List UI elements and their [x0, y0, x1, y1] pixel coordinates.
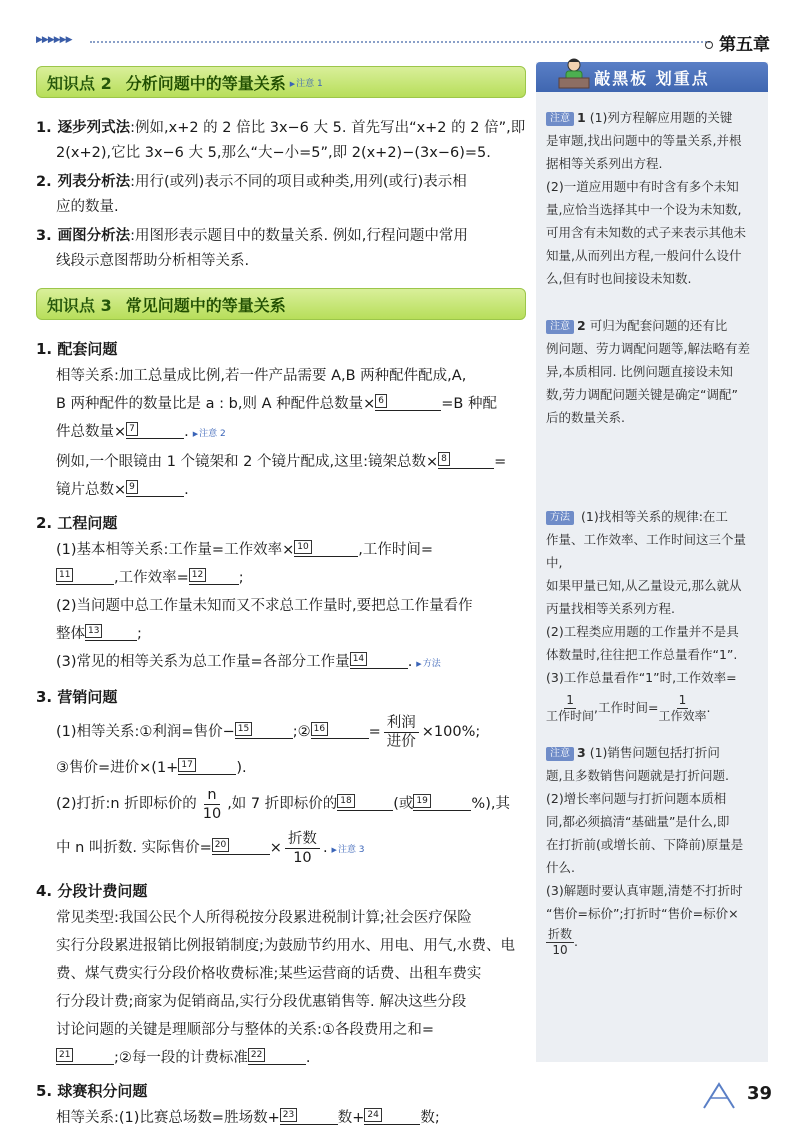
blank-9[interactable]: 9 — [126, 478, 184, 497]
kp3-s1-heading: 1. 配套问题 — [36, 340, 118, 358]
fraction-profit-cost: $\frac{\text{利润}}{\text{进价}}$ — [384, 714, 419, 751]
main-content — [36, 66, 526, 1132]
blank-6[interactable]: 6 — [375, 392, 441, 411]
blank-14[interactable]: 14 — [350, 650, 408, 669]
blank-21[interactable]: 21 — [56, 1046, 114, 1065]
blank-23[interactable]: 23 — [280, 1106, 338, 1125]
blank-11[interactable]: 11 — [56, 566, 114, 585]
blank-15[interactable]: 15 — [235, 720, 293, 739]
sidebar-title: 敲黑板 划重点 — [594, 68, 710, 88]
sidebar-header — [536, 62, 768, 92]
note-3: 注意 3 (1)销售问题包括打折问 题,且多数销售问题就是打折问题. (2)增长率问题与打折问题本质相 同,都必须搞清“基础量”是什么,即 在打折前(或增长前、下降前)原量是 什么. (3)解题时要认真审题,清楚不打折时 “售价=标价”;打折时“售价=标价× 折数 10 . — [546, 745, 744, 957]
note-2: 注意 2 可归为配套问题的还有比 例问题、劳力调配问题等,解法略有差 异,本质相同. 比例问题直接设未知 数,劳力调配问题关键是确定“调配” 后的数量关系. — [546, 318, 750, 425]
blank-18[interactable]: 18 — [337, 792, 393, 811]
sidebar — [536, 62, 768, 1062]
note-tag-3: 注意 — [546, 747, 574, 761]
blank-7[interactable]: 7 — [126, 420, 184, 439]
method-tag: 方法 — [546, 511, 574, 525]
method-ref[interactable]: ▶ 方法 — [416, 659, 440, 669]
kp2-item-2: 2. 列表分析法:用行(或列)表示不同的项目或种类,用列(或行)表示相 应的数量. — [36, 174, 467, 215]
blank-13[interactable]: 13 — [85, 622, 137, 641]
kp2-header — [36, 66, 526, 98]
fraction-discount-10: $\frac{\text{折数}}{10}$ — [285, 830, 320, 867]
kp3-title: 常见问题中的等量关系 — [125, 295, 286, 315]
blank-10[interactable]: 10 — [294, 538, 358, 557]
kp2-item-3: 3. 画图分析法:用图形表示题目中的数量关系. 例如,行程问题中常用 线段示意图帮助分析相等关系. — [36, 228, 468, 269]
chapter-title: 第五章 — [705, 30, 770, 55]
blank-12[interactable]: 12 — [189, 566, 239, 585]
header-divider — [90, 41, 710, 43]
kp3-s5-heading: 5. 球赛积分问题 — [36, 1082, 148, 1100]
kp3-number: 知识点 3 — [47, 295, 112, 315]
blank-16[interactable]: 16 — [311, 720, 369, 739]
kp2-note-ref[interactable]: ▶ 注意 1 — [290, 76, 323, 89]
blank-20[interactable]: 20 — [212, 836, 270, 855]
note-1: 注意 1 (1)列方程解应用题的关键 是审题,找出问题中的等量关系,并根 据相等关系列出方程. (2)一道应用题中有时含有多个未知 量,应恰当选择其中一个设为未知数, 可用含有未知数的式子来表示其他未 知量,从而列出方程,一般问什么设什 么,但有时也间接设未知数. — [546, 110, 747, 286]
kp3-s1-body: 相等关系:加工总量成比例,若一件产品需要 A,B 两种配件配成,A, B 两种配件的数量比是 a : b,则 A 种配件总数量× 6 =B 种配 件总数量× 7 .▶ 注意 2 例如,一个眼镜由 1 个镜架和 2 个镜片配成,这里:镜架总数× 8 = 镜片总数× 9 . — [36, 362, 526, 504]
note-tag-2: 注意 — [546, 320, 574, 334]
note-ref-3[interactable]: ▶ 注意 3 — [332, 845, 365, 855]
kp3-s5-body: 相等关系:(1)比赛总场数=胜场数+ 23 数+ 24 数; — [36, 1104, 526, 1132]
fraction-1-time: 1 工作时间 — [546, 693, 595, 723]
blank-8[interactable]: 8 — [438, 450, 494, 469]
fraction-discount-10-side: 折数 10 — [548, 927, 573, 957]
blank-24[interactable]: 24 — [364, 1106, 420, 1125]
fraction-n-10: $\frac{n}{10}$ — [202, 786, 222, 822]
kp3-s3-heading: 3. 营销问题 — [36, 688, 118, 706]
page-corner-icon — [702, 1082, 736, 1110]
kp3-s2-body: (1)基本相等关系:工作量=工作效率× 10 ,工作时间= 11 ,工作效率= 12 ; (2)当问题中总工作量未知而又不求总工作量时,要把总工作量看作 整体 13 ; (3)常见的相等关系为总工作量=各部分工作量 14 .▶ 方法 — [36, 536, 526, 678]
circle-icon — [705, 41, 713, 49]
page-number: 39 — [718, 1080, 772, 1106]
blank-19[interactable]: 19 — [413, 792, 471, 811]
kp3-s4-heading: 4. 分段计费问题 — [36, 882, 148, 900]
note-tag-1: 注意 — [546, 112, 574, 126]
kp2-title: 分析问题中的等量关系 — [125, 73, 286, 93]
blank-17[interactable]: 17 — [178, 756, 236, 775]
teacher-icon — [556, 56, 592, 90]
kp3-header — [36, 288, 526, 320]
blank-22[interactable]: 22 — [248, 1046, 306, 1065]
fraction-1-efficiency: 1 工作效率 — [658, 693, 707, 723]
header-arrows-icon: ▶▶▶▶▶▶ — [36, 35, 72, 45]
kp2-item-1: 1. 逐步列式法:例如,x+2 的 2 倍比 3x−6 大 5. 首先写出“x+2 的 2 倍”,即 2(x+2),它比 3x−6 大 5,那么“大−小=5”,即 2(x+2)−(3x−6)=5. — [36, 120, 526, 161]
method-box: 方法 (1)找相等关系的规律:在工 作量、工作效率、工作时间这三个量中, 如果甲量已知,从乙量设元,那么就从 丙量找相等关系列方程. (2)工程类应用题的工作量并不是具 体数量时,往往把工作总量看作“1”. (3)工作总量看作“1”时,工作效率= 1 工作时间 ,工作时间= 1 工作效率 . — [546, 509, 747, 723]
note-ref-2[interactable]: ▶ 注意 2 — [193, 429, 226, 439]
kp3-s4-body: 常见类型:我国公民个人所得税按分段累进税制计算;社会医疗保险 实行分段累进报销比例报销制度;为鼓励节约用水、用电、用气,水费、电 费、煤气费实行分段价格收费标准;某些运营商的话费、出租车费实 行分段计费;商家为促销商品,实行分段优惠销售等. 解决这些分段 讨论问题的关键是理顺部分与整体的关系:①各段费用之和= 21 ;②每一段的计费标准 22 . — [56, 910, 515, 1066]
kp2-number: 知识点 2 — [47, 73, 112, 93]
kp3-s2-heading: 2. 工程问题 — [36, 514, 118, 532]
kp3-s3-body: (1)相等关系:①利润=售价− 15 ;② 16 = $\frac{\text{利润}}{\text{进价}}$ ×100%; ③售价=进价×(1+ 17 ). (2)打折:n 折即标价的 $\frac{n}{10}$ ,如 7 折即标价的 18 (或 19 %),其 中 n 叫折数. 实际售价= 20 × $\frac{\text{折数}}{10}$ .▶ 注意 3 — [36, 710, 526, 872]
